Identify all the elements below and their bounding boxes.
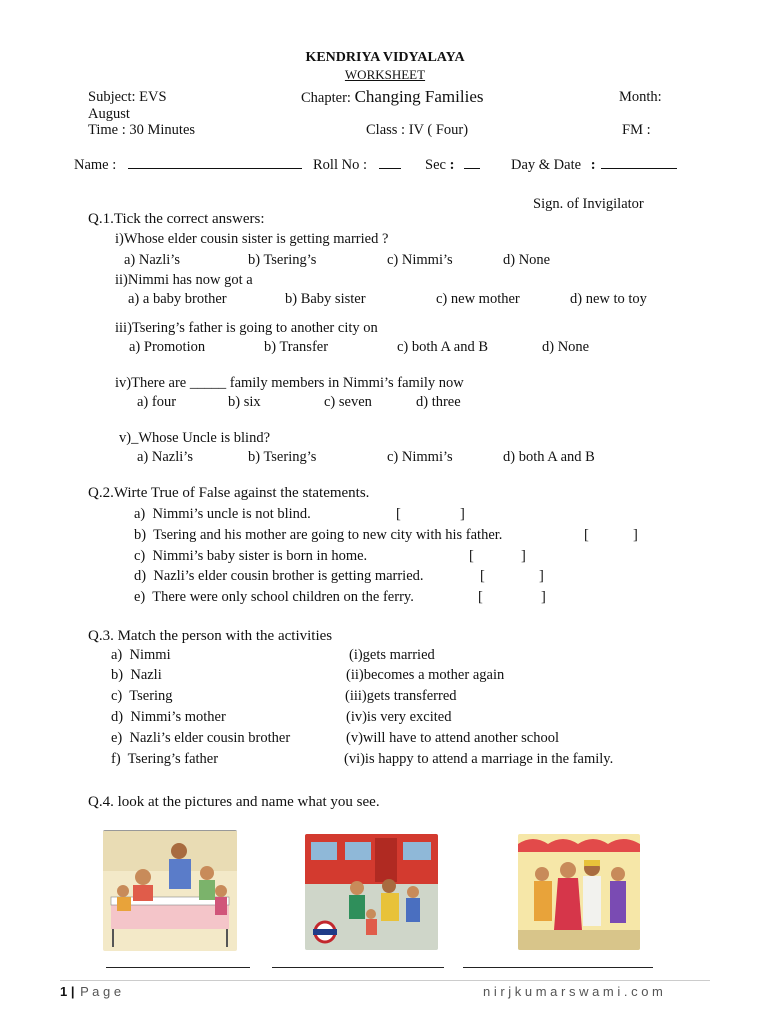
date-colon: : bbox=[590, 157, 596, 173]
answer-bracket-open[interactable]: [ bbox=[480, 568, 485, 584]
q3-person-label: a) bbox=[111, 647, 123, 663]
q2-text: Nazli’s elder cousin brother is getting married. bbox=[153, 568, 424, 584]
chapter-name: Changing Families bbox=[354, 87, 484, 106]
q1-option[interactable]: b) Transfer bbox=[264, 339, 329, 355]
q1-option[interactable]: c) new mother bbox=[436, 291, 520, 307]
q2-text: Nimmi’s uncle is not blind. bbox=[152, 506, 311, 522]
chapter-label: Chapter: bbox=[301, 90, 351, 106]
name-field[interactable] bbox=[128, 158, 302, 169]
q3-person-text: Tsering bbox=[129, 688, 173, 704]
q1-question: iv)There are _____ family members in Nimmi’s family now bbox=[115, 375, 464, 391]
sec-colon: : bbox=[449, 157, 455, 173]
railway-station-illustration bbox=[305, 834, 438, 950]
subject: Subject: EVS bbox=[88, 89, 167, 105]
q3-person-text: Nazli’s elder cousin brother bbox=[129, 730, 291, 746]
q1-option[interactable]: b) Baby sister bbox=[285, 291, 366, 307]
q3-person bbox=[111, 667, 162, 684]
q1-option[interactable]: a) Nazli’s bbox=[124, 252, 180, 268]
school-name: KENDRIYA VIDYALAYA bbox=[305, 50, 465, 65]
invigilator-sign: Sign. of Invigilator bbox=[533, 196, 644, 212]
worksheet-label: WORKSHEET bbox=[344, 67, 426, 82]
wedding-scene-illustration bbox=[518, 834, 640, 950]
q4-heading: Q.4. look at the pictures and name what you see. bbox=[88, 794, 380, 810]
roll-field[interactable] bbox=[379, 158, 401, 169]
page-number: 1 bbox=[60, 984, 68, 999]
q2-statement bbox=[134, 589, 414, 606]
q1-option[interactable]: b) Tsering’s bbox=[248, 449, 317, 465]
q4-answer-line-2[interactable] bbox=[272, 967, 444, 968]
answer-bracket-open[interactable]: [ bbox=[584, 527, 589, 543]
q3-person-label: f) bbox=[111, 751, 121, 767]
railway-station-picture bbox=[305, 834, 438, 950]
month-label: Month: bbox=[619, 89, 662, 105]
wedding-scene-picture bbox=[518, 834, 640, 950]
month-value: August bbox=[88, 106, 130, 122]
answer-bracket-open[interactable]: [ bbox=[478, 589, 483, 605]
q3-activity: (iii)gets transferred bbox=[345, 688, 457, 704]
q3-person-label: b) bbox=[111, 667, 124, 683]
q2-label: e) bbox=[134, 589, 146, 605]
q2-text: There were only school children on the ferry. bbox=[152, 589, 414, 605]
q3-person bbox=[111, 730, 290, 747]
q1-option[interactable]: d) new to toy bbox=[570, 291, 647, 307]
q2-statement bbox=[134, 506, 311, 523]
name-label: Name : bbox=[74, 157, 117, 173]
answer-bracket-close[interactable]: ] bbox=[541, 589, 546, 605]
answer-bracket-close[interactable]: ] bbox=[539, 568, 544, 584]
q3-activity: (i)gets married bbox=[349, 647, 435, 663]
q3-activity: (v)will have to attend another school bbox=[346, 730, 560, 746]
page-word: P a g e bbox=[80, 984, 122, 999]
q3-heading: Q.3. Match the person with the activities bbox=[88, 628, 333, 644]
q2-label: c) bbox=[134, 548, 146, 564]
q3-person bbox=[111, 688, 173, 705]
q3-person-label: e) bbox=[111, 730, 123, 746]
roll-label: Roll No : bbox=[313, 157, 367, 173]
q2-statement bbox=[134, 568, 424, 585]
sec-row bbox=[425, 157, 480, 174]
hospital-scene-illustration bbox=[103, 831, 237, 951]
q2-heading: Q.2.Wirte True of False against the statements. bbox=[88, 485, 370, 501]
q1-option[interactable]: a) Promotion bbox=[129, 339, 206, 355]
q1-question: iii)Tsering’s father is going to another city on bbox=[115, 320, 378, 336]
q3-activity: (ii)becomes a mother again bbox=[346, 667, 505, 683]
q1-option[interactable]: d) None bbox=[503, 252, 551, 268]
q2-label: d) bbox=[134, 568, 147, 584]
answer-bracket-open[interactable]: [ bbox=[396, 506, 401, 522]
q1-option[interactable]: a) Nazli’s bbox=[137, 449, 193, 465]
q2-label: a) bbox=[134, 506, 146, 522]
q2-text: Nimmi’s baby sister is born in home. bbox=[152, 548, 368, 564]
hospital-scene-picture bbox=[103, 830, 237, 951]
answer-bracket-open[interactable]: [ bbox=[469, 548, 474, 564]
q3-person bbox=[111, 647, 171, 664]
q3-person-text: Nimmi’s mother bbox=[130, 709, 226, 725]
q2-statement bbox=[134, 527, 502, 544]
date-row bbox=[511, 157, 677, 174]
q1-option[interactable]: b) Tsering’s bbox=[248, 252, 317, 268]
q3-person bbox=[111, 751, 218, 768]
q3-person bbox=[111, 709, 226, 726]
q3-person-label: c) bbox=[111, 688, 123, 704]
site-name: n i r j k u m a r s w a m i . c o m bbox=[483, 984, 663, 999]
q3-person-text: Nazli bbox=[130, 667, 162, 683]
sec-field[interactable] bbox=[464, 158, 480, 169]
q3-person-label: d) bbox=[111, 709, 124, 725]
q3-person-text: Tsering’s father bbox=[127, 751, 219, 767]
time-limit: Time : 30 Minutes bbox=[88, 122, 196, 138]
chapter bbox=[301, 87, 483, 107]
q3-activity: (iv)is very excited bbox=[346, 709, 452, 725]
page-separator: | bbox=[70, 984, 75, 999]
date-field[interactable] bbox=[601, 158, 677, 169]
q1-option[interactable]: b) six bbox=[228, 394, 261, 410]
q3-activity: (vi)is happy to attend a marriage in the family. bbox=[344, 751, 614, 767]
q1-heading: Q.1.Tick the correct answers: bbox=[88, 211, 265, 227]
q1-option[interactable]: c) seven bbox=[324, 394, 372, 410]
answer-bracket-close[interactable]: ] bbox=[521, 548, 526, 564]
sec-label: Sec bbox=[425, 157, 446, 173]
q1-option[interactable]: c) both A and B bbox=[397, 339, 489, 355]
q2-label: b) bbox=[134, 527, 147, 543]
day-date-label: Day & Date bbox=[511, 157, 582, 173]
page-footer bbox=[60, 984, 121, 999]
full-marks: FM : bbox=[622, 122, 651, 138]
q3-person-text: Nimmi bbox=[129, 647, 171, 663]
q1-option[interactable]: d) None bbox=[542, 339, 590, 355]
roll-row bbox=[313, 157, 401, 174]
name-row bbox=[74, 157, 302, 174]
q1-option[interactable]: d) both A and B bbox=[503, 449, 595, 465]
q2-statement bbox=[134, 548, 367, 565]
q1-option[interactable]: a) a baby brother bbox=[128, 291, 227, 307]
q1-question: i)Whose elder cousin sister is getting married ? bbox=[115, 231, 389, 247]
q2-text: Tsering and his mother are going to new city with his father. bbox=[153, 527, 503, 543]
answer-bracket-close[interactable]: ] bbox=[460, 506, 465, 522]
q1-option[interactable]: a) four bbox=[137, 394, 177, 410]
q4-answer-line-3[interactable] bbox=[463, 967, 653, 968]
footer-divider bbox=[60, 980, 710, 981]
answer-bracket-close[interactable]: ] bbox=[633, 527, 638, 543]
q1-question: v)_Whose Uncle is blind? bbox=[119, 430, 271, 446]
q1-question: ii)Nimmi has now got a bbox=[115, 272, 253, 288]
q1-option[interactable]: c) Nimmi’s bbox=[387, 449, 453, 465]
q1-option[interactable]: c) Nimmi’s bbox=[387, 252, 453, 268]
q1-option[interactable]: d) three bbox=[416, 394, 461, 410]
q4-answer-line-1[interactable] bbox=[106, 967, 250, 968]
class-label: Class : IV ( Four) bbox=[366, 122, 469, 138]
